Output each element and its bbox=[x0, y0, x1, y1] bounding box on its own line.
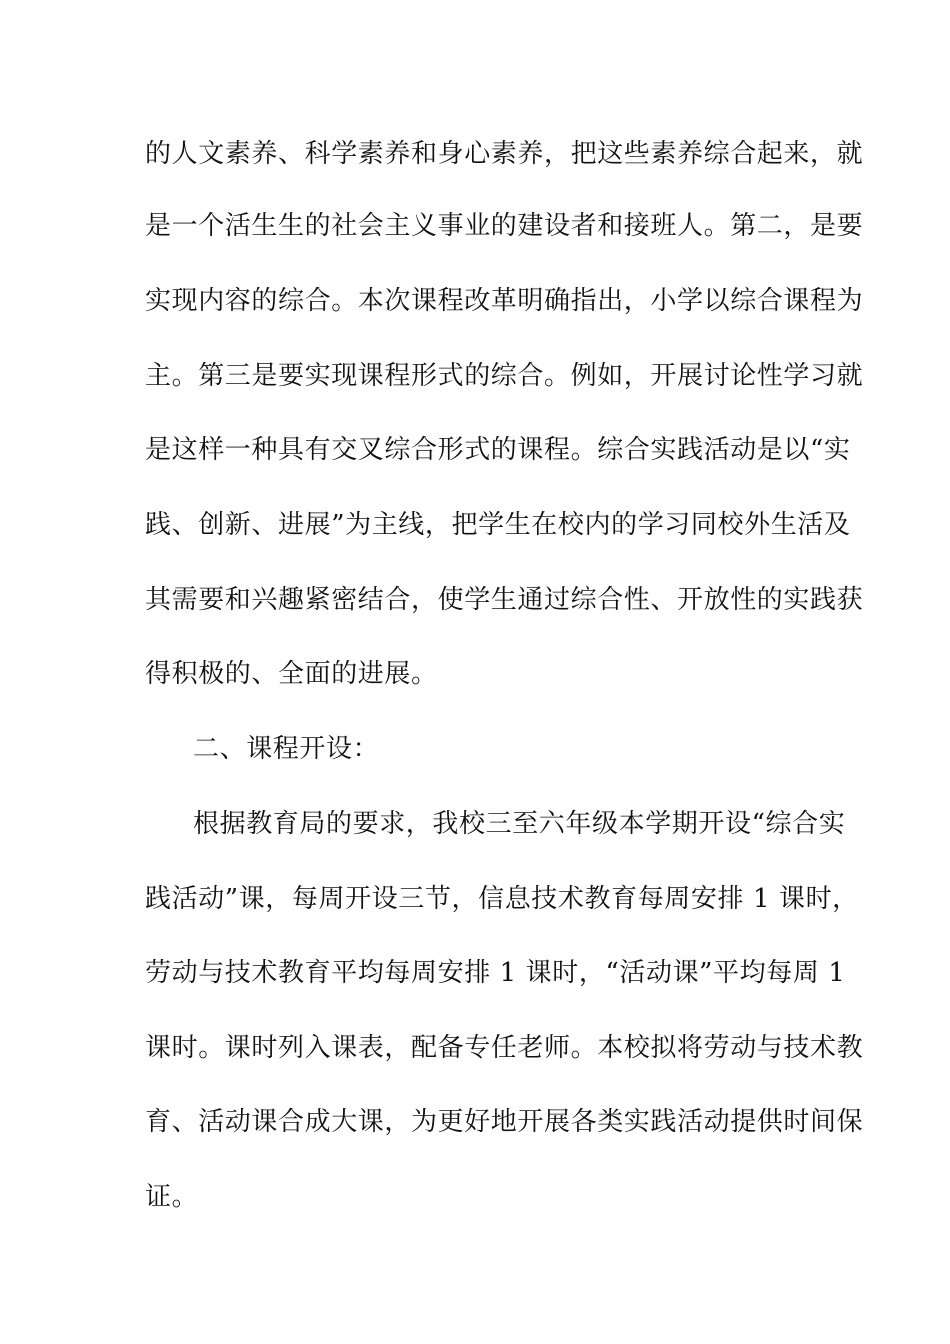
paragraph-line: 得积极的、全面的进展。 bbox=[145, 659, 438, 689]
paragraph-line: 实现内容的综合。本次课程改革明确指出，小学以综合课程为 bbox=[145, 286, 864, 316]
paragraph-line: 是这样一种具有交叉综合形式的课程。综合实践活动是以“实 bbox=[145, 435, 851, 465]
paragraph-line: 其需要和兴趣紧密结合，使学生通过综合性、开放性的实践获 bbox=[145, 585, 864, 615]
paragraph-line: 践活动”课，每周开设三节，信息技术教育每周安排 1 课时， bbox=[145, 884, 859, 914]
paragraph-line: 践、创新、进展”为主线，把学生在校内的学习同校外生活及 bbox=[145, 510, 851, 540]
section-heading: 二、课程开设： bbox=[193, 734, 380, 764]
paragraph-line: 育、活动课合成大课，为更好地开展各类实践活动提供时间保 bbox=[145, 1107, 864, 1137]
paragraph-line: 课时。课时列入课表，配备专任老师。本校拟将劳动与技术教 bbox=[145, 1033, 864, 1063]
paragraph-line: 证。 bbox=[145, 1182, 199, 1212]
paragraph-line: 劳动与技术教育平均每周安排 1 课时，“活动课”平均每周 1 bbox=[145, 958, 846, 988]
paragraph-line: 根据教育局的要求，我校三至六年级本学期开设“综合实 bbox=[193, 809, 846, 839]
paragraph-line: 主。第三是要实现课程形式的综合。例如，开展讨论性学习就 bbox=[145, 361, 864, 391]
paragraph-line: 是一个活生生的社会主义事业的建设者和接班人。第二，是要 bbox=[145, 211, 864, 241]
paragraph-line: 的人文素养、科学素养和身心素养，把这些素养综合起来，就 bbox=[145, 139, 864, 169]
